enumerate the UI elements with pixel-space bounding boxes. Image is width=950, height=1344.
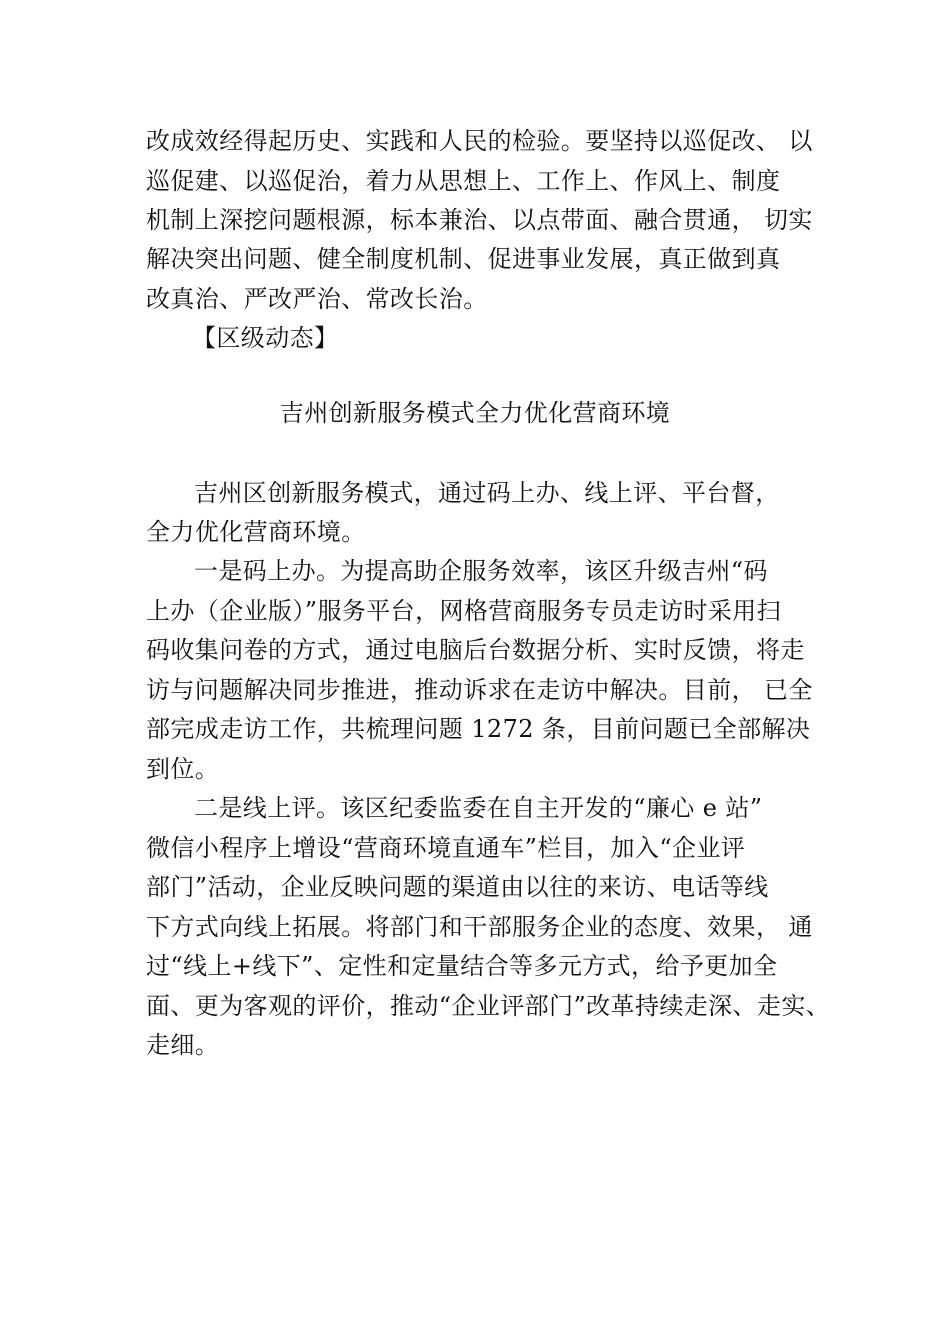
paragraph-line: 解决突出问题、健全制度机制、促进事业发展，真正做到真: [146, 245, 781, 273]
paragraph-line: 一是码上办。为提高助企服务效率，该区升级吉州“码: [194, 557, 768, 585]
paragraph-line: 访与问题解决同步推进，推动诉求在走访中解决。目前， 已全: [146, 676, 813, 704]
paragraph-line: 到位。: [146, 755, 220, 783]
paragraph-line: 微信小程序上增设“营商环境直通车”栏目，加入“企业评: [146, 834, 746, 862]
article-title: 吉州创新服务模式全力优化营商环境: [279, 399, 671, 427]
paragraph-line: 机制上深挖问题根源，标本兼治、以点带面、融合贯通， 切实: [146, 206, 813, 234]
paragraph-line: 部门”活动，企业反映问题的渠道由以往的来访、电话等线: [146, 873, 769, 901]
paragraph-line: 上办（企业版）”服务平台，网格营商服务专员走访时采用扫: [146, 597, 782, 625]
paragraph-line: 巡促建、以巡促治，着力从思想上、工作上、作风上、制度: [146, 167, 781, 195]
paragraph-line: 面、更为客观的评价，推动“企业评部门”改革持续走深、走实、: [146, 992, 831, 1020]
paragraph-line: 改成效经得起历史、实践和人民的检验。要坚持以巡促改、 以: [146, 127, 813, 155]
paragraph-line: 改真治、严改严治、常改长治。: [146, 285, 488, 313]
paragraph-line: 码收集问卷的方式，通过电脑后台数据分析、实时反馈，将走: [146, 636, 805, 664]
paragraph-line: 过“线上+线下”、定性和定量结合等多元方式，给予更加全: [146, 952, 778, 980]
paragraph-line: 走细。: [146, 1031, 220, 1059]
section-tag: 【区级动态】: [192, 324, 339, 352]
paragraph-line: 全力优化营商环境。: [146, 518, 366, 546]
paragraph-line: 吉州区创新服务模式，通过码上办、线上评、平台督，: [194, 479, 780, 507]
paragraph-line: 下方式向线上拓展。将部门和干部服务企业的态度、效果， 通: [146, 913, 813, 941]
paragraph-line: 二是线上评。该区纪委监委在自主开发的“廉心 e 站”: [194, 794, 763, 822]
paragraph-line: 部完成走访工作，共梳理问题 1272 条，目前问题已全部解决: [146, 715, 811, 743]
